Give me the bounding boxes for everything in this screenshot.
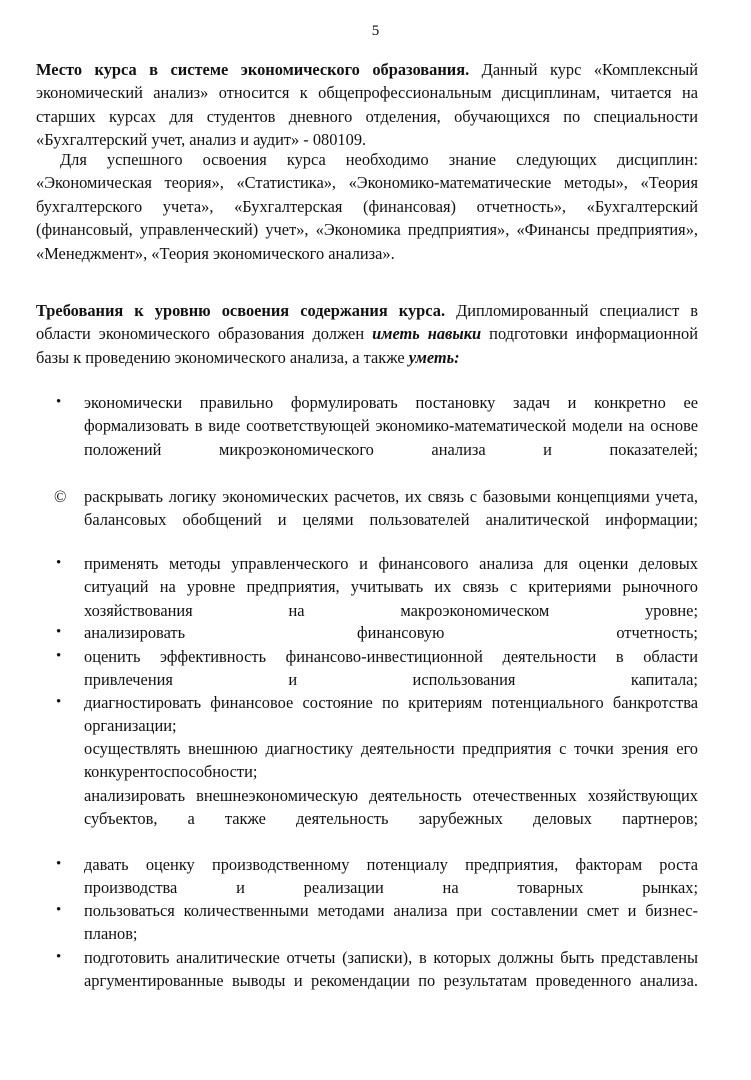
page-number: 5	[371, 23, 380, 39]
section2-text-1: Дипломированный специалист в области экономического образования должен	[36, 301, 699, 344]
list-item: пользоваться количественными методами анализа при составлении смет и бизнес-планов;	[84, 901, 698, 944]
section2-paragraph	[36, 299, 698, 369]
list-item: оценить эффективность финансово-инвестиционной деятельности в области привлечения и использования капитала;	[84, 647, 698, 690]
list-item: подготовить аналитические отчеты (записки), в которых должны быть представлены аргументированные выводы и рекомендации по результатам проведенного анализа.	[84, 948, 698, 991]
bullet-icon: •	[56, 555, 62, 571]
bullet-icon: •	[56, 694, 62, 710]
list-item: осуществлять внешнюю диагностику деятельности предприятия с точки зрения его конкурентоспособности;	[84, 739, 698, 782]
list-item: раскрывать логику экономических расчетов, их связь с базовыми концепциями учета, балансовых обобщений и целями пользователей аналитической информации;	[84, 487, 698, 530]
list-item: диагностировать финансовое состояние по критериям потенциального банкротства организации;	[84, 693, 698, 736]
list-item: давать оценку производственному потенциалу предприятия, факторам роста производства и реализации на товарных рынках;	[84, 855, 698, 898]
section2-text-2: подготовки информационной базы к проведению экономического анализа, а также	[36, 324, 699, 367]
list-item: анализировать финансовую отчетность;	[84, 623, 698, 642]
section1-paragraph2: Для успешного освоения курса необходимо знание следующих дисциплин: «Экономическая теория», «Статистика», «Экономико-математические методы», «Теория бухгалтерского учета», «Бухгалтерская (финансовая) отчетность», «Бухгалтерский (финансовый, управленческий) учет», «Экономика предприятия», «Финансы предприятия», «Менеджмент», «Теория экономического анализа».	[36, 150, 698, 263]
copyright-icon: ©	[54, 487, 67, 506]
bullet-icon: •	[56, 648, 62, 664]
bullet-icon: •	[56, 624, 62, 640]
list-item: применять методы управленческого и финансового анализа для оценки деловых ситуаций на уровне предприятия, учитывать их связь с критериями рыночного хозяйствования на макроэкономическом уровне;	[84, 554, 698, 620]
bullet-icon: •	[56, 949, 62, 965]
bullet-icon: •	[56, 902, 62, 918]
bullet-icon: •	[56, 394, 62, 410]
section2-heading: Требования к уровню освоения содержания курса.	[36, 301, 446, 320]
list-item: экономически правильно формулировать постановку задач и конкретно ее формализовать в виде соответствующей экономико-математической модели на основе положений микроэкономического анализа и показателей;	[84, 393, 698, 459]
section1-heading: Место курса в системе экономического образования.	[36, 60, 470, 79]
bullet-icon: •	[56, 856, 62, 872]
section2-emph-2: уметь:	[408, 347, 460, 367]
section1-paragraph	[36, 58, 698, 152]
section2-emph-1: иметь навыки	[372, 324, 482, 344]
list-item: анализировать внешнеэкономическую деятельность отечественных хозяйствующих субъектов, а также деятельность зарубежных деловых партнеров;	[84, 786, 698, 829]
section1-text: Данный курс «Комплексный экономический анализ» относится к общепрофессиональным дисциплинам, читается на старших курсах для студентов дневного отделения, обучающихся по специальности «Бухгалтерский учет, анализ и аудит» - 080109.	[36, 60, 698, 150]
